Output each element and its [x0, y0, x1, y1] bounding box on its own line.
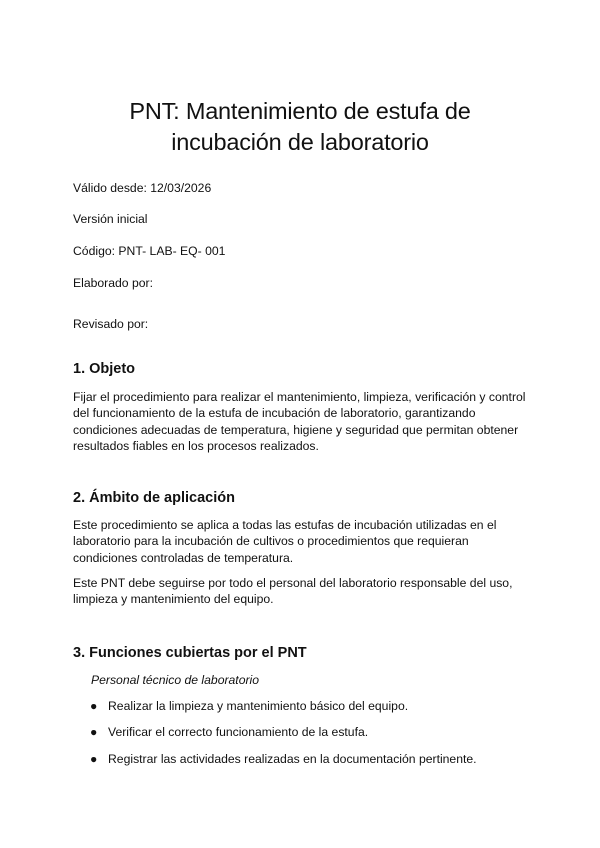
paragraph-line: condiciones controladas de temperatura. [73, 550, 294, 565]
paragraph-line: Fijar el procedimiento para realizar el mantenimiento, limpieza, verificación y control [73, 390, 526, 404]
section-ambito-paragraph-2 [73, 575, 533, 608]
bullet-icon: ● [90, 752, 98, 766]
document-code: Código: PNT- LAB- EQ- 001 [73, 244, 226, 258]
bullet-icon: ● [90, 699, 98, 713]
title-line-2: incubación de laboratorio [171, 129, 429, 155]
prepared-by: Elaborado por: [73, 276, 153, 290]
paragraph-line: resultados fiables en los procesos realizados. [73, 438, 319, 453]
list-item-text: Registrar las actividades realizadas en la documentación pertinente. [108, 752, 477, 766]
paragraph-line: del funcionamiento de la estufa de incubación de laboratorio, garantizando [73, 406, 476, 421]
section-objeto-text [73, 389, 533, 454]
section-ambito-heading: 2. Ámbito de aplicación [73, 490, 235, 506]
paragraph-line: limpieza y mantenimiento del equipo. [73, 592, 274, 607]
document-title [60, 96, 540, 158]
section-ambito-paragraph-1 [73, 517, 533, 566]
paragraph-line: Este procedimiento se aplica a todas las estufas de incubación utilizadas en el [73, 518, 497, 532]
valid-from: Válido desde: 12/03/2026 [73, 181, 212, 195]
list-item [90, 724, 368, 740]
list-item [90, 751, 477, 767]
section-objeto-heading: 1. Objeto [73, 361, 136, 377]
title-line-1: PNT: Mantenimiento de estufa de [129, 98, 471, 124]
paragraph-line: Este PNT debe seguirse por todo el personal del laboratorio responsable del uso, [73, 576, 513, 590]
list-item-text: Verificar el correcto funcionamiento de la estufa. [108, 725, 369, 739]
section-funciones-heading: 3. Funciones cubiertas por el PNT [73, 645, 307, 661]
reviewed-by: Revisado por: [73, 317, 149, 331]
role-label: Personal técnico de laboratorio [91, 673, 260, 687]
version: Versión inicial [73, 212, 148, 226]
list-item-text: Realizar la limpieza y mantenimiento básico del equipo. [108, 699, 409, 713]
list-item [90, 698, 408, 714]
paragraph-line: condiciones adecuadas de temperatura, higiene y seguridad que permitan obtener [73, 422, 519, 437]
bullet-icon: ● [90, 725, 98, 739]
paragraph-line: laboratorio para la incubación de cultivos o procedimientos que requieran [73, 534, 469, 549]
